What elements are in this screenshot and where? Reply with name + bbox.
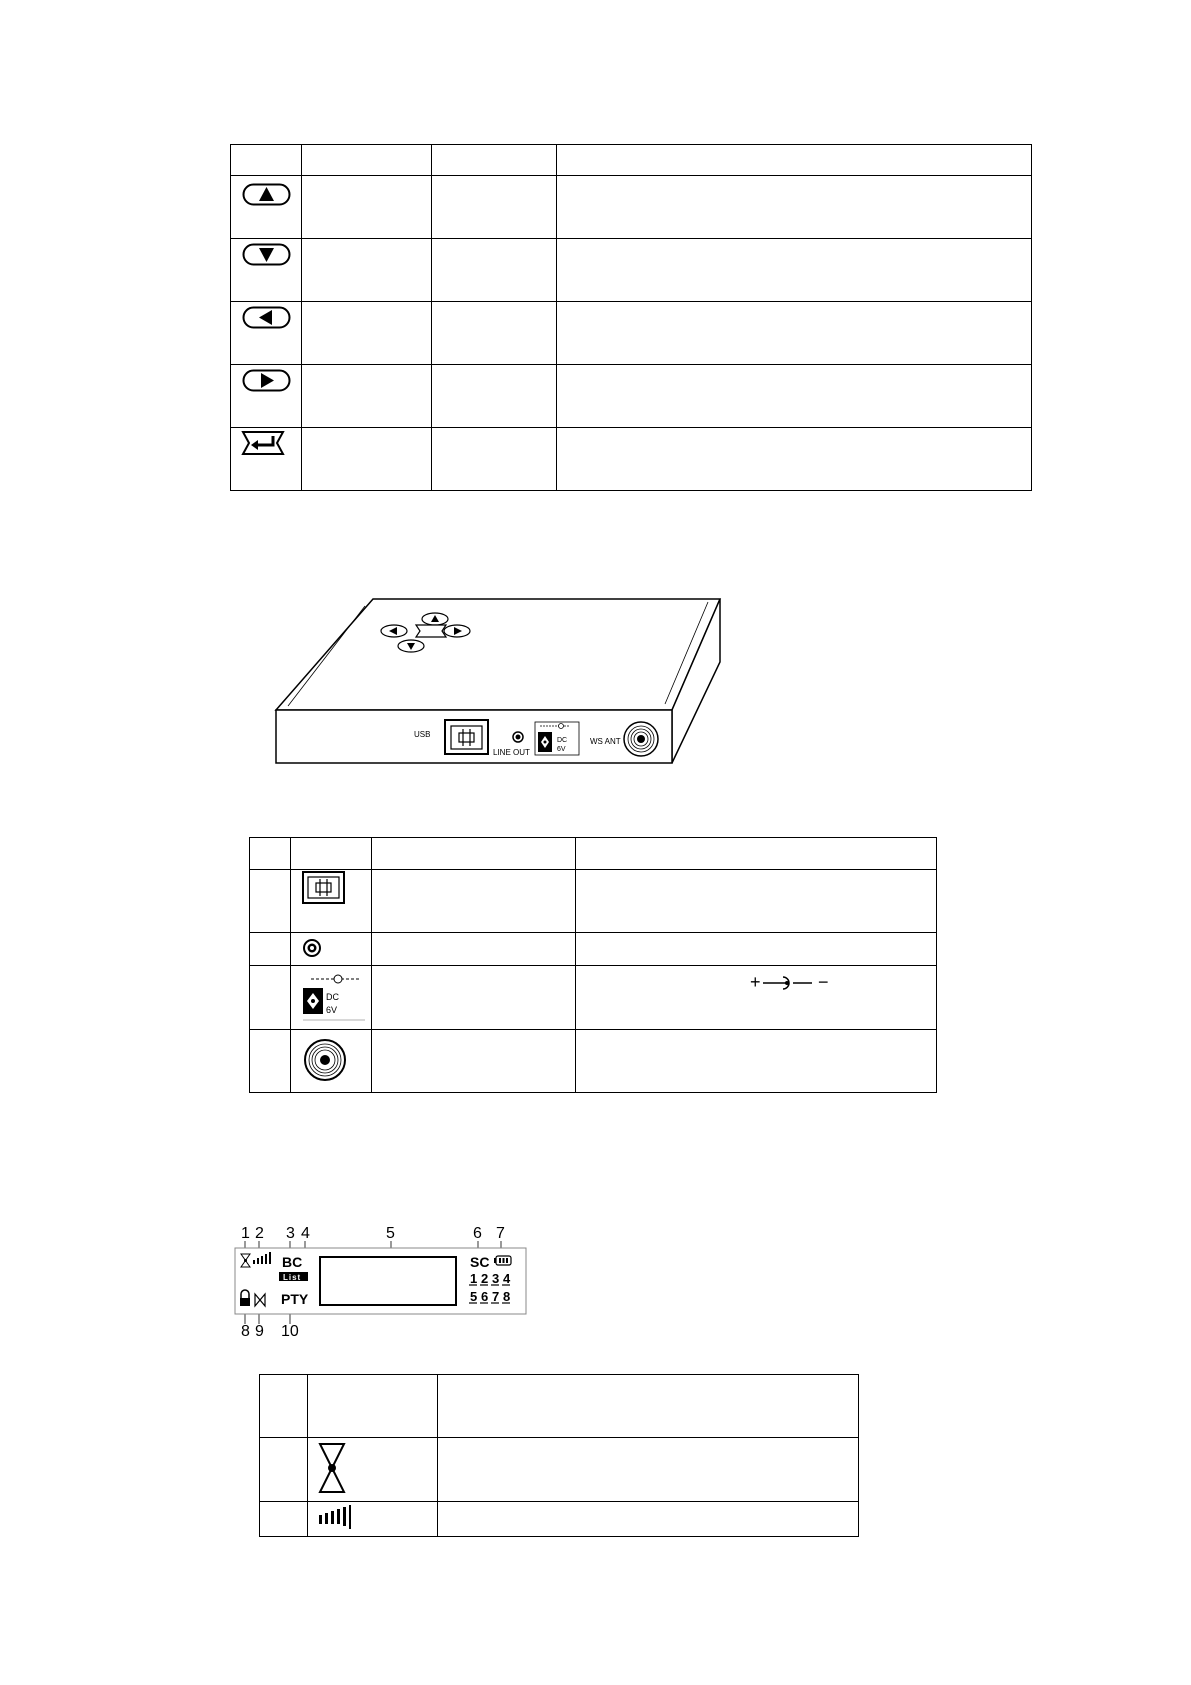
- line-out-jack-icon: [513, 732, 523, 742]
- preset-8: 8: [503, 1289, 511, 1304]
- connectors-table-header: [250, 838, 937, 870]
- callout-1: 1: [241, 1225, 250, 1242]
- ws-ant-label: WS ANT: [590, 737, 621, 746]
- polarity-minus: −: [818, 972, 829, 992]
- table-row: [250, 1030, 937, 1093]
- down-button-icon: [242, 243, 292, 267]
- table-row: [231, 302, 1032, 365]
- dc-polarity-icon: [750, 972, 840, 994]
- lcd-text-area: [320, 1257, 456, 1305]
- table-row: [250, 870, 937, 933]
- table-row: [250, 933, 937, 966]
- preset-3: 3: [492, 1271, 500, 1286]
- callout-4: 4: [301, 1225, 310, 1242]
- up-button-icon: [242, 183, 292, 207]
- callout-3: 3: [286, 1225, 295, 1242]
- antenna-connector-icon: [303, 1038, 351, 1086]
- buttons-table: [230, 144, 1032, 491]
- timer-hourglass-icon: [318, 1442, 348, 1496]
- callout-8: 8: [241, 1323, 250, 1340]
- table-row: [231, 428, 1032, 491]
- callout-9: 9: [255, 1323, 264, 1340]
- preset-2: 2: [481, 1271, 489, 1286]
- lcd-icons-table: [259, 1374, 859, 1537]
- callout-2: 2: [255, 1225, 264, 1242]
- bc-indicator: BC: [282, 1254, 303, 1270]
- list-indicator: List: [283, 1273, 302, 1282]
- signal-strength-icon: [318, 1505, 358, 1531]
- table-row: [260, 1502, 859, 1537]
- usb-port-icon: [302, 871, 346, 905]
- dc-jack-icon: [301, 972, 367, 1024]
- device-illustration: [270, 592, 730, 767]
- pty-indicator: PTY: [281, 1291, 309, 1307]
- preset-1: 1: [470, 1271, 478, 1286]
- callout-10: 10: [281, 1323, 299, 1340]
- table-row: [231, 365, 1032, 428]
- table-row: [250, 966, 937, 1030]
- right-button-icon: [242, 369, 292, 393]
- preset-5: 5: [470, 1289, 478, 1304]
- enter-button-icon: [241, 430, 285, 456]
- lcd-icons-table-header: [260, 1375, 859, 1438]
- table-row: [260, 1438, 859, 1502]
- table-row: [231, 239, 1032, 302]
- dc-label: DC: [557, 737, 568, 744]
- usb-port-icon: [445, 720, 488, 754]
- line-out-jack-icon: [302, 938, 324, 960]
- callout-5: 5: [386, 1225, 395, 1242]
- usb-label: USB: [414, 730, 431, 739]
- preset-7: 7: [492, 1289, 500, 1304]
- buttons-table-header: [231, 145, 1032, 176]
- polarity-plus: +: [750, 972, 761, 992]
- preset-6: 6: [481, 1289, 489, 1304]
- callout-6: 6: [473, 1225, 482, 1242]
- line-out-label: LINE OUT: [493, 748, 530, 757]
- sc-indicator: SC: [470, 1254, 490, 1270]
- battery-icon: [494, 1256, 511, 1265]
- dc-label: DC: [326, 992, 339, 1002]
- callout-7: 7: [496, 1225, 505, 1242]
- dc-voltage-label: 6V: [326, 1005, 338, 1015]
- left-button-icon: [242, 306, 292, 330]
- table-row: [231, 176, 1032, 239]
- dc-voltage-label: 6V: [557, 746, 566, 753]
- lcd-display-diagram: [234, 1222, 530, 1342]
- preset-4: 4: [503, 1271, 511, 1286]
- antenna-connector-icon: [624, 722, 658, 756]
- connectors-table: [249, 837, 937, 1093]
